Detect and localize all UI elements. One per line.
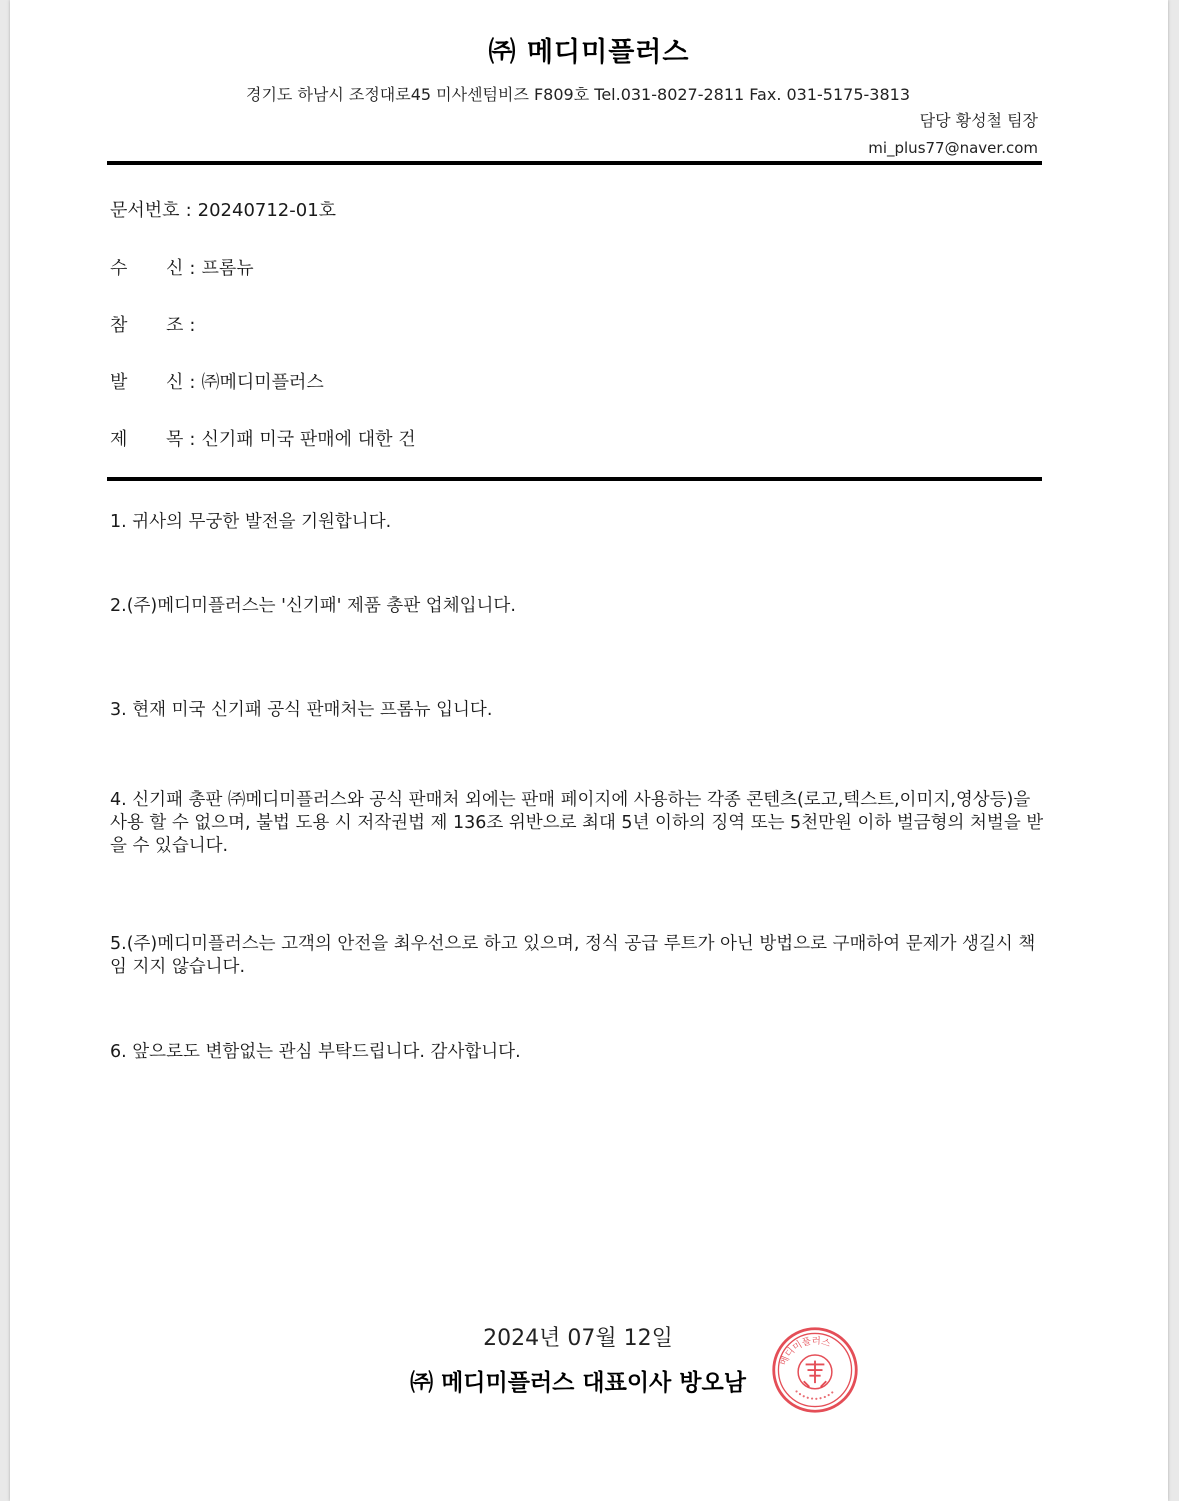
doc-number-label: 문서번호 [110, 200, 180, 221]
subject-label-a: 제 [110, 429, 128, 450]
cc-label-a: 참 [110, 315, 128, 336]
sender-value: ㈜메디미플러스 [201, 372, 324, 393]
sender-label-b: 신 [166, 372, 184, 393]
paragraph-1: 1. 귀사의 무궁한 발전을 기원합니다. [110, 512, 392, 532]
company-title: ㈜ 메디미플러스 [488, 37, 690, 68]
colon: : [189, 315, 196, 336]
document-page [10, 0, 1168, 1501]
sender-row [110, 368, 324, 394]
paragraph-2: 2.(주)메디미플러스는 '신기패' 제품 총판 업체입니다. [110, 596, 516, 616]
colon: : [189, 258, 196, 279]
subject-value: 신기패 미국 판매에 대한 건 [201, 429, 416, 450]
colon: : [189, 429, 196, 450]
colon: : [189, 372, 196, 393]
subject-label-b: 목 [166, 429, 184, 450]
recipient-label-a: 수 [110, 258, 128, 279]
company-address: 경기도 하남시 조정대로45 미사센텀비즈 F809호 Tel.031-8027-2811 Fax. 031-5175-3813 [245, 85, 911, 104]
paragraph-6: 6. 앞으로도 변함없는 관심 부탁드립니다. 감사합니다. [110, 1042, 521, 1062]
issue-date: 2024년 07월 12일 [483, 1326, 673, 1351]
paragraph-5: 5.(주)메디미플러스는 고객의 안전을 최우선으로 하고 있으며, 정식 공급 루트가 아닌 방법으로 구매하여 문제가 생길시 책임 지지 않습니다. [110, 934, 1036, 977]
company-seal-stamp [768, 1325, 862, 1415]
paragraph-4: 4. 신기패 총판 ㈜메디미플러스와 공식 판매처 외에는 판매 페이지에 사용하는 각종 콘텐츠(로고,텍스트,이미지,영상등)을 사용 할 수 없으며, 불법 도용 시 저작권법 제 136조 위반으로 최대 5년 이하의 징역 또는 5천만원 이하 벌금형의 처벌을 받을 수 있습니다. [110, 790, 1044, 856]
subject-row [110, 425, 416, 451]
signature-line: ㈜ 메디미플러스 대표이사 방오남 [410, 1370, 746, 1396]
cc-row [110, 311, 201, 337]
recipient-value: 프롬뉴 [201, 258, 254, 279]
header-divider [107, 161, 1042, 165]
recipient-row [110, 254, 254, 280]
seal-text: 메디미플러스 [778, 1335, 832, 1368]
colon: : [185, 200, 192, 221]
doc-number-value: 20240712-01호 [197, 200, 337, 221]
sender-label-a: 발 [110, 372, 128, 393]
recipient-label-b: 신 [166, 258, 184, 279]
doc-number-row [110, 196, 336, 222]
body-divider [107, 477, 1042, 481]
svg-text:∙∙∙∙∙∙∙∙∙∙: ∙∙∙∙∙∙∙∙∙∙ [791, 1386, 837, 1404]
paragraph-3: 3. 현재 미국 신기패 공식 판매처는 프롬뉴 입니다. [110, 700, 493, 720]
contact-email: mi_plus77@naver.com [868, 139, 1038, 157]
contact-person: 담당 황성철 팀장 [919, 111, 1038, 130]
cc-label-b: 조 [166, 315, 184, 336]
